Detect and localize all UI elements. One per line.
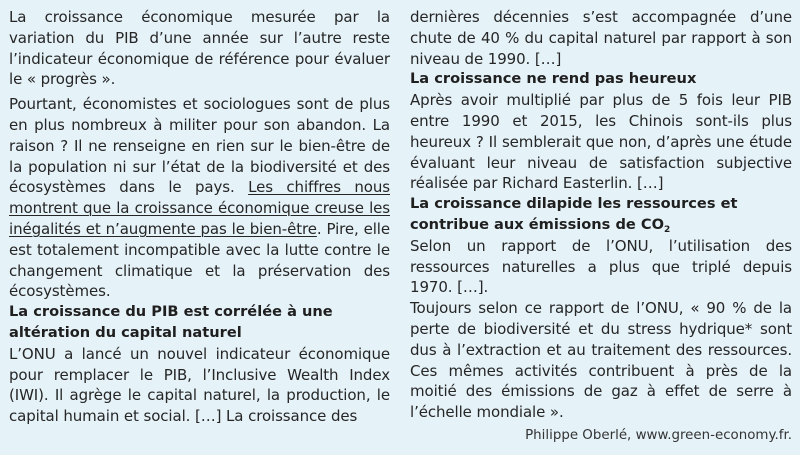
source-credit: Philippe Oberlé, www.green-economy.fr. xyxy=(525,428,792,443)
abandon-paragraph xyxy=(9,94,390,302)
heading-happiness: La croissance ne rend pas heureux xyxy=(410,70,697,88)
iwi-paragraph: L’ONU a lancé un nouvel indicateur économique pour remplacer le PIB, l’Inclusive Wealth Index (IWI). Il agrège le capital naturel, la production, le capital humain et social. […] La croissance des xyxy=(9,344,390,426)
heading-resources-co2 xyxy=(410,194,792,236)
onu-biodiversity-paragraph: Toujours selon ce rapport de l’ONU, « 90 % de la perte de biodiversité et du stress hydrique* sont dus à l’extraction et au traitement des ressources. Ces mêmes activités contribuent à près de la moitié des émissions de gaz à effet de serre à l’échelle mondiale ». xyxy=(410,299,792,422)
onu-resources-paragraph: Selon un rapport de l’ONU, l’utilisation des ressources naturelles a plus que triplé depuis 1970. […]. xyxy=(410,236,792,297)
left-column xyxy=(9,7,390,431)
underlined-claim: Les chiffres nous montrent que la croissance économique creuse les inégalités et n’augmente pas le bien-être xyxy=(9,178,390,238)
iwi-paragraph-continued: dernières décennies s’est accompagnée d’une chute de 40 % du capital naturel par rapport à son niveau de 1990. […] xyxy=(410,8,792,68)
intro-paragraph: La croissance économique mesurée par la variation du PIB d’une année sur l’autre reste l’indicateur économique de référence pour évaluer le « progrès ». xyxy=(9,8,390,89)
heading-pib-capital: La croissance du PIB est corrélée à une altération du capital naturel xyxy=(9,303,333,341)
co2-subscript: 2 xyxy=(664,224,671,235)
abandon-text: Pourtant, économistes et sociologues sont de plus en plus nombreux à militer pour son abandon. La raison ? Il ne renseigne en rien sur le bien-être de la population ni sur l’état de la biodiversité et des écosystèmes dans le pays. xyxy=(9,95,390,197)
heading-resources-text: La croissance dilapide les ressources et contribue aux émissions de CO xyxy=(410,195,738,233)
right-column xyxy=(410,7,792,427)
abandon-text-end: . Pire, elle est totalement incompatible avec la lutte contre le changement climatique et la préservation des écosystèmes. xyxy=(9,219,390,301)
china-paragraph: Après avoir multiplié par plus de 5 fois leur PIB entre 1990 et 2015, les Chinois sont-ils plus heureux ? Il semblerait que non, d’après une étude évaluant leur niveau de satisfaction subjective réalisée par Richard Easterlin. […] xyxy=(410,91,792,193)
